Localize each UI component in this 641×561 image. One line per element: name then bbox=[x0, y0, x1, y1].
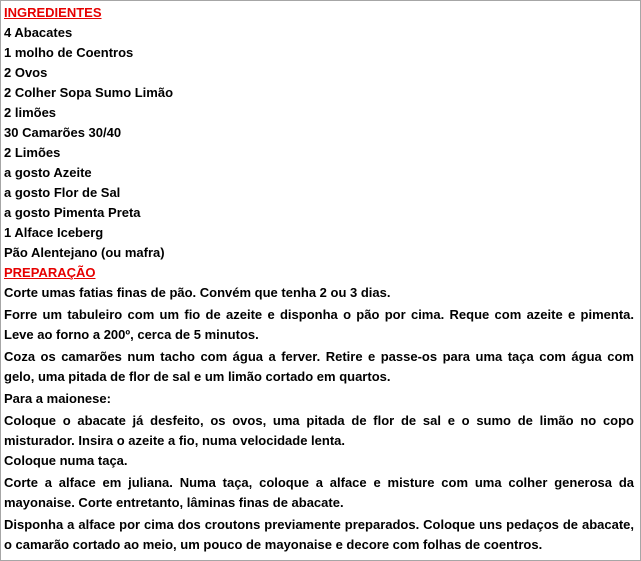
ingredient-item: 1 molho de Coentros bbox=[4, 45, 134, 60]
ingredient-item: 4 Abacates bbox=[4, 25, 73, 40]
ingredients-list bbox=[4, 23, 634, 263]
ingredient-item: a gosto Flor de Sal bbox=[4, 185, 121, 200]
preparation-step: Corte umas fatias finas de pão. Convém que tenha 2 ou 3 dias. bbox=[4, 285, 391, 300]
preparation-step: Coloque o abacate já desfeito, os ovos, uma pitada de flor de sal e o sumo de limão no copo misturador. Insira o azeite a fio, numa velocidade lenta. bbox=[4, 413, 634, 448]
preparation-step: Corte a alface em juliana. Numa taça, coloque a alface e misture com uma colher generosa da mayonaise. Corte entretanto, lâminas finas de abacate. bbox=[4, 475, 634, 510]
preparation-heading: PREPARAÇÃO bbox=[4, 265, 96, 280]
ingredient-item: 30 Camarões 30/40 bbox=[4, 125, 122, 140]
ingredient-item: Pão Alentejano (ou mafra) bbox=[4, 245, 165, 260]
preparation-step: Coza os camarões num tacho com água a ferver. Retire e passe-os para uma taça com água com gelo, uma pitada de flor de sal e um limão cortado em quartos. bbox=[4, 349, 634, 384]
ingredient-item: 2 Limões bbox=[4, 145, 61, 160]
preparation-step: Coloque numa taça. bbox=[4, 453, 128, 468]
preparation-step: Forre um tabuleiro com um fio de azeite e disponha o pão por cima. Reque com azeite e pimenta. Leve ao forno a 200º, cerca de 5 minutos. bbox=[4, 307, 634, 342]
ingredients-heading: INGREDIENTES bbox=[4, 5, 102, 20]
ingredient-item: 2 Ovos bbox=[4, 65, 48, 80]
ingredient-item: a gosto Pimenta Preta bbox=[4, 205, 141, 220]
ingredient-item: 2 limões bbox=[4, 105, 57, 120]
recipe-document bbox=[1, 1, 640, 555]
ingredient-item: 2 Colher Sopa Sumo Limão bbox=[4, 85, 174, 100]
ingredient-item: a gosto Azeite bbox=[4, 165, 92, 180]
preparation-step: Disponha a alface por cima dos croutons previamente preparados. Coloque uns pedaços de abacate, o camarão cortado ao meio, um pouco de mayonaise e decore com folhas de coentros. bbox=[4, 517, 634, 552]
ingredient-item: 1 Alface Iceberg bbox=[4, 225, 104, 240]
preparation-step: Para a maionese: bbox=[4, 391, 111, 406]
